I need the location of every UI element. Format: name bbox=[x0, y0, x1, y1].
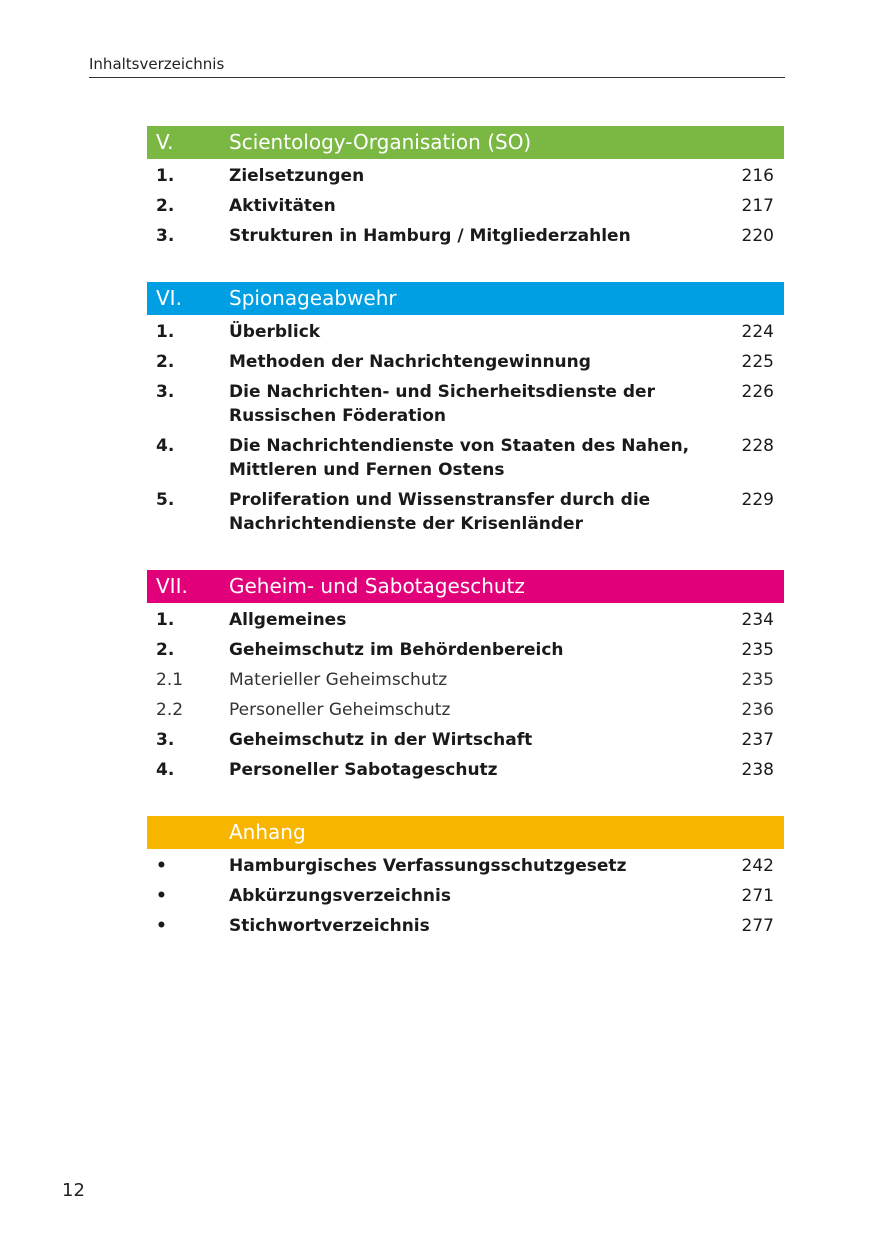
toc-entry[interactable] bbox=[147, 317, 784, 347]
entry-title bbox=[229, 380, 714, 428]
page-number: 12 bbox=[62, 1180, 85, 1201]
entry-number: 4. bbox=[156, 436, 175, 456]
entry-number: 1. bbox=[156, 322, 175, 342]
entry-number: 3. bbox=[156, 730, 175, 750]
entry-page-number: 234 bbox=[741, 610, 774, 630]
entry-title bbox=[229, 884, 714, 908]
toc-entry[interactable] bbox=[147, 377, 784, 431]
section-numeral: VI. bbox=[156, 286, 182, 310]
entry-title bbox=[229, 434, 714, 482]
entry-title-line: Personeller Geheimschutz bbox=[229, 700, 451, 720]
toc-entry[interactable] bbox=[147, 695, 784, 725]
entry-title bbox=[229, 608, 714, 632]
entry-number: 3. bbox=[156, 226, 175, 246]
entry-number: 3. bbox=[156, 382, 175, 402]
entry-title-line: Aktivitäten bbox=[229, 196, 336, 216]
section-heading-bar bbox=[147, 126, 784, 159]
entry-title-line: Personeller Sabotageschutz bbox=[229, 760, 498, 780]
entry-page-number: 226 bbox=[741, 382, 774, 402]
entry-title bbox=[229, 854, 714, 878]
toc-section bbox=[147, 816, 784, 941]
entry-title bbox=[229, 488, 714, 536]
section-numeral: VII. bbox=[156, 574, 188, 598]
entry-number: 2.2 bbox=[156, 700, 184, 720]
toc-entry[interactable] bbox=[147, 221, 784, 251]
entry-page-number: 235 bbox=[741, 670, 774, 690]
running-header: Inhaltsverzeichnis bbox=[89, 54, 785, 78]
entry-title-line: Materieller Geheimschutz bbox=[229, 670, 448, 690]
entry-title bbox=[229, 224, 714, 248]
section-title: Anhang bbox=[229, 820, 306, 844]
section-heading-bar bbox=[147, 816, 784, 849]
toc-entry[interactable] bbox=[147, 665, 784, 695]
entry-number: 4. bbox=[156, 760, 175, 780]
entry-number: • bbox=[156, 916, 167, 936]
entry-title bbox=[229, 698, 714, 722]
entry-title bbox=[229, 320, 714, 344]
toc-entry[interactable] bbox=[147, 485, 784, 539]
entry-title-line: Abkürzungsverzeichnis bbox=[229, 886, 451, 906]
toc-entry[interactable] bbox=[147, 755, 784, 785]
entry-title-line: Russischen Föderation bbox=[229, 406, 446, 426]
entry-title bbox=[229, 914, 714, 938]
entry-title-line: Stichwortverzeichnis bbox=[229, 916, 430, 936]
entry-title-line: Strukturen in Hamburg / Mitgliederzahlen bbox=[229, 226, 631, 246]
entry-number: 2. bbox=[156, 352, 175, 372]
entry-page-number: 228 bbox=[741, 436, 774, 456]
entry-title-line: Allgemeines bbox=[229, 610, 347, 630]
entry-title-line: Die Nachrichtendienste von Staaten des Nahen, bbox=[229, 436, 690, 456]
entry-title bbox=[229, 728, 714, 752]
entry-page-number: 237 bbox=[741, 730, 774, 750]
entry-page-number: 242 bbox=[741, 856, 774, 876]
entry-title bbox=[229, 758, 714, 782]
toc-entry[interactable] bbox=[147, 851, 784, 881]
toc-entry[interactable] bbox=[147, 161, 784, 191]
entry-title-line: Die Nachrichten- und Sicherheitsdienste der bbox=[229, 382, 655, 402]
entry-title-line: Zielsetzungen bbox=[229, 166, 365, 186]
entry-page-number: 235 bbox=[741, 640, 774, 660]
table-of-contents bbox=[147, 126, 784, 972]
toc-entry[interactable] bbox=[147, 431, 784, 485]
toc-entry[interactable] bbox=[147, 347, 784, 377]
toc-entry[interactable] bbox=[147, 881, 784, 911]
entry-number: 5. bbox=[156, 490, 175, 510]
toc-section bbox=[147, 570, 784, 785]
entry-page-number: 216 bbox=[741, 166, 774, 186]
entry-number: • bbox=[156, 886, 167, 906]
entry-title-line: Nachrichtendienste der Krisenländer bbox=[229, 514, 583, 534]
entry-title-line: Methoden der Nachrichtengewinnung bbox=[229, 352, 591, 372]
entry-title-line: Geheimschutz in der Wirtschaft bbox=[229, 730, 533, 750]
entry-page-number: 225 bbox=[741, 352, 774, 372]
toc-entry[interactable] bbox=[147, 191, 784, 221]
entry-page-number: 277 bbox=[741, 916, 774, 936]
entry-page-number: 224 bbox=[741, 322, 774, 342]
section-title: Scientology-Organisation (SO) bbox=[229, 130, 532, 154]
entry-page-number: 236 bbox=[741, 700, 774, 720]
entry-page-number: 220 bbox=[741, 226, 774, 246]
entry-number: • bbox=[156, 856, 167, 876]
entry-page-number: 238 bbox=[741, 760, 774, 780]
entry-title-line: Mittleren und Fernen Ostens bbox=[229, 460, 505, 480]
toc-entry[interactable] bbox=[147, 605, 784, 635]
entry-number: 2. bbox=[156, 196, 175, 216]
section-title: Geheim- und Sabotageschutz bbox=[229, 574, 525, 598]
section-numeral: V. bbox=[156, 130, 174, 154]
toc-section bbox=[147, 282, 784, 539]
entry-title-line: Proliferation und Wissenstransfer durch die bbox=[229, 490, 651, 510]
entry-title bbox=[229, 638, 714, 662]
section-title: Spionageabwehr bbox=[229, 286, 397, 310]
entry-title bbox=[229, 164, 714, 188]
entry-title-line: Hamburgisches Verfassungsschutzgesetz bbox=[229, 856, 627, 876]
entry-title bbox=[229, 350, 714, 374]
entry-title-line: Geheimschutz im Behördenbereich bbox=[229, 640, 564, 660]
entry-number: 1. bbox=[156, 166, 175, 186]
entry-number: 2.1 bbox=[156, 670, 184, 690]
toc-entry[interactable] bbox=[147, 635, 784, 665]
entry-page-number: 217 bbox=[741, 196, 774, 216]
entry-page-number: 271 bbox=[741, 886, 774, 906]
entry-number: 2. bbox=[156, 640, 175, 660]
toc-entry[interactable] bbox=[147, 725, 784, 755]
toc-section bbox=[147, 126, 784, 251]
section-heading-bar bbox=[147, 282, 784, 315]
section-heading-bar bbox=[147, 570, 784, 603]
entry-title-line: Überblick bbox=[229, 322, 321, 342]
entry-page-number: 229 bbox=[741, 490, 774, 510]
entry-title bbox=[229, 194, 714, 218]
entry-title bbox=[229, 668, 714, 692]
toc-entry[interactable] bbox=[147, 911, 784, 941]
entry-number: 1. bbox=[156, 610, 175, 630]
